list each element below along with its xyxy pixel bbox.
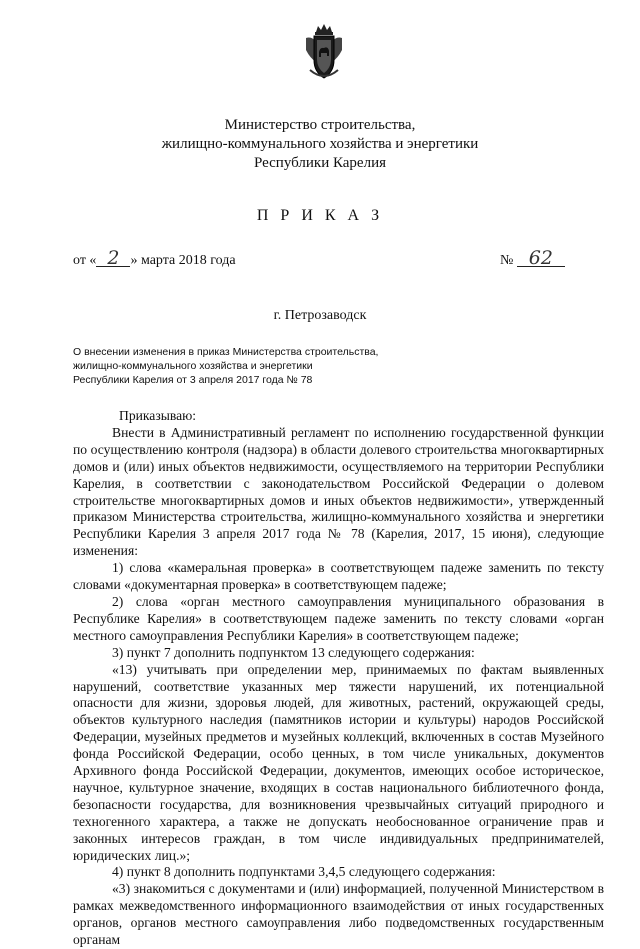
date-day-handwritten: 2 — [96, 250, 130, 267]
body-paragraph-3: 2) слова «орган местного самоуправления муниципального образования в Республике Карелия» в соответствующем падеже заменить по тексту словами «орган местного самоуправления Республики Карелия» в соответствующем падеже; — [73, 593, 604, 643]
body-paragraph-2: 1) слова «камеральная проверка» в соответствующем падеже заменить по тексту словами «документарная проверка» в соответствующем падеже; — [73, 560, 604, 593]
ministry-header — [0, 116, 640, 173]
body-intro: Приказываю: — [119, 408, 197, 423]
subject-line-2: жилищно-коммунального хозяйства и энергетики — [73, 360, 313, 372]
date-prefix: от « — [73, 253, 97, 268]
ministry-line-2: жилищно-коммунального хозяйства и энергетики — [161, 136, 479, 152]
order-title: П Р И К А З — [256, 207, 384, 224]
order-subject — [73, 345, 393, 387]
body-paragraph-7: «3) знакомиться с документами и (или) информацией, полученной Министерством в рамках межведомственного информационного взаимодействия от иных государственных органов, органов местного самоуправления либо подведомственных государственным органам — [73, 881, 604, 948]
order-number — [500, 247, 565, 269]
ministry-line-1: Министерство строительства, — [224, 117, 416, 133]
coat-of-arms-icon — [302, 22, 346, 82]
number-value-handwritten: 62 — [517, 250, 565, 267]
body-paragraph-1: Внести в Административный регламент по исполнению государственной функции по осуществлению контроля (надзора) в области долевого строительства многоквартирных домов и (или) иных объектов недвижимости, осуществляемого на территории Республики Карелия, в соответствии с законодательством Российской Федерации о долевом строительстве многоквартирных домов и иных объектов недвижимости», утвержденный приказом Министерства строительства, жилищно-коммунального хозяйства и энергетики Республики Карелия 3 апреля 2017 года № 78 (Карелия, 2017, 15 июня), следующие изменения: — [73, 424, 604, 559]
ministry-line-3: Республики Карелия — [253, 155, 387, 171]
order-date — [73, 247, 236, 269]
order-body — [73, 408, 604, 949]
date-suffix: » марта 2018 года — [130, 253, 236, 268]
number-prefix: № — [500, 253, 514, 268]
city: г. Петрозаводск — [273, 308, 367, 323]
body-paragraph-6: 4) пункт 8 дополнить подпунктами 3,4,5 следующего содержания: — [112, 864, 496, 880]
subject-line-1: О внесении изменения в приказ Министерства строительства, — [73, 346, 379, 358]
body-paragraph-5: «13) учитывать при определении мер, принимаемых по фактам выявленных нарушений, соответствие указанных мер тяжести нарушений, их потенциальной опасности для жизни, здоровья людей, для животных, растений, окружающей среды, объектов культурного наследия (памятников истории и культуры) народов Российской Федерации, музейных предметов и музейных коллекций, включенных в состав Музейного фонда Российской Федерации, особо ценных, в том числе уникальных, документов Архивного фонда Российской Федерации, документов, имеющих особое историческое, научное, культурное значение, входящих в состав национального библиотечного фонда, безопасности государства, для возникновения чрезвычайных ситуаций природного и техногенного характера, а также не допускать необоснованное ограничение прав и законных интересов граждан, в том числе индивидуальных предпринимателей, юридических лиц.»; — [73, 661, 604, 863]
body-paragraph-4: 3) пункт 7 дополнить подпунктом 13 следующего содержания: — [112, 644, 475, 660]
subject-line-3: Республики Карелия от 3 апреля 2017 года № 78 — [73, 374, 313, 386]
